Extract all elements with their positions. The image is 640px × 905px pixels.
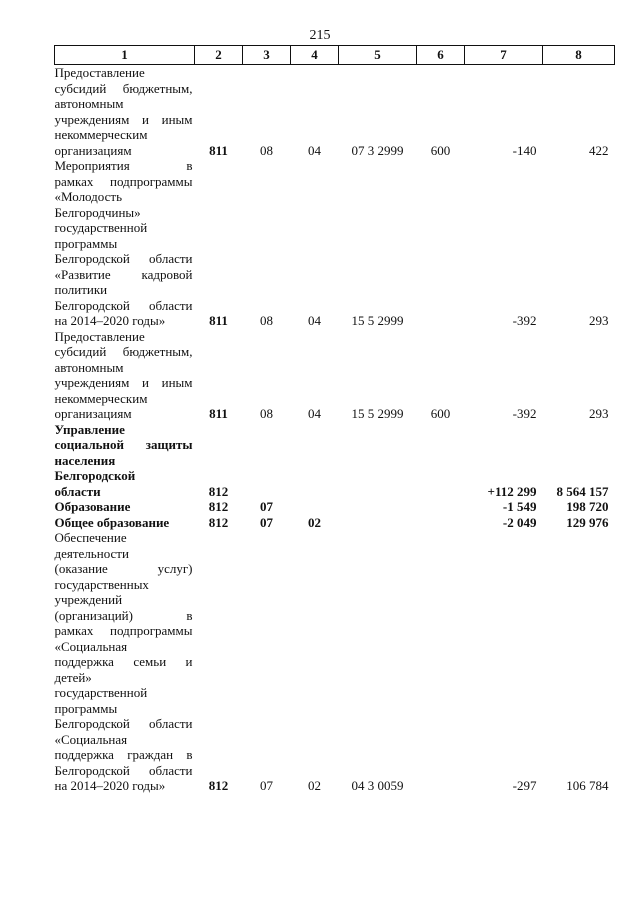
description-line: Общее образование xyxy=(54,514,170,530)
description-line: Образование xyxy=(54,499,131,514)
expense-type-code xyxy=(417,499,465,515)
description-line: Белгородчины» xyxy=(54,204,141,220)
total-amount: 422 xyxy=(589,142,609,158)
row-description xyxy=(55,422,195,500)
description-line: автономным xyxy=(54,359,124,375)
change-amount: -392 xyxy=(512,313,537,328)
change-amount: -2 049 xyxy=(502,514,537,530)
description-line: Белгородской xyxy=(54,468,136,483)
description-line: «Развитие кадровой xyxy=(54,266,193,282)
table-row xyxy=(55,158,615,329)
grbs-code: 812 xyxy=(208,483,229,499)
section-code: 08 xyxy=(260,313,273,328)
description-line: политики xyxy=(54,282,108,297)
description-line: Белгородской области xyxy=(54,251,193,266)
description-line: государственной xyxy=(54,685,148,700)
expense-type-code: 600 xyxy=(430,406,451,421)
description-line: Обеспечение xyxy=(54,530,127,545)
grbs-code: 812 xyxy=(208,514,229,530)
table-body xyxy=(55,65,615,794)
subsection-code: 04 xyxy=(308,313,321,328)
section-code xyxy=(243,422,291,500)
description-line: некоммерческим xyxy=(54,127,148,142)
row-description xyxy=(55,530,195,794)
target-article-code xyxy=(339,422,417,500)
total-amount: 198 720 xyxy=(566,499,609,514)
change-amount: -392 xyxy=(512,406,537,421)
section-code: 07 xyxy=(260,778,273,793)
table-row xyxy=(55,515,615,531)
grbs-code: 811 xyxy=(209,142,228,158)
target-article-code: 15 5 2999 xyxy=(351,313,404,328)
description-line: государственных xyxy=(54,576,149,592)
description-line: деятельности xyxy=(54,545,129,561)
description-line: на 2014–2020 годы» xyxy=(54,313,166,328)
change-amount: -1 549 xyxy=(502,499,537,514)
description-line: автономным xyxy=(54,96,124,111)
subsection-code: 04 xyxy=(308,142,321,158)
description-line: Предоставление xyxy=(54,65,145,80)
description-line: «Социальная xyxy=(54,638,128,654)
description-line: поддержка семьи и xyxy=(54,654,193,669)
description-line: субсидий бюджетным, xyxy=(54,344,193,359)
description-line: учреждениям и иным xyxy=(54,375,193,390)
description-line: поддержка граждан в xyxy=(54,747,193,762)
description-line: организациям xyxy=(54,406,132,421)
column-header: 2 xyxy=(195,46,243,65)
description-line: детей» xyxy=(54,669,92,685)
expense-type-code xyxy=(417,422,465,500)
subsection-code: 02 xyxy=(308,514,321,530)
row-description xyxy=(55,158,195,329)
change-amount: +112 299 xyxy=(487,483,537,499)
description-line: программы xyxy=(54,235,118,251)
description-line: Мероприятия в xyxy=(54,158,193,173)
grbs-code: 812 xyxy=(208,499,229,514)
grbs-code: 812 xyxy=(208,778,229,793)
description-line: Предоставление xyxy=(54,328,145,344)
row-description xyxy=(55,515,195,531)
description-line: (оказание услуг) xyxy=(54,561,193,576)
description-line: рамках подпрограммы xyxy=(54,623,193,638)
column-header: 1 xyxy=(55,46,195,65)
subsection-code xyxy=(291,422,339,500)
target-article-code: 15 5 2999 xyxy=(351,406,404,421)
section-code: 07 xyxy=(260,499,273,514)
change-amount: -140 xyxy=(512,142,537,158)
table-header-row xyxy=(55,46,615,65)
section-code: 08 xyxy=(260,406,273,421)
grbs-code: 811 xyxy=(209,313,228,328)
description-line: некоммерческим xyxy=(54,390,148,406)
table-row xyxy=(55,422,615,500)
column-header: 5 xyxy=(339,46,417,65)
section-code: 07 xyxy=(260,514,273,530)
expense-type-code: 600 xyxy=(430,142,451,158)
description-line: Белгородской области xyxy=(54,762,193,778)
change-amount: -297 xyxy=(512,778,537,793)
target-article-code: 04 3 0059 xyxy=(351,778,404,793)
page-number: 215 xyxy=(309,28,331,43)
table-row xyxy=(55,530,615,794)
total-amount: 8 564 157 xyxy=(556,483,609,499)
description-line: государственной xyxy=(54,220,148,235)
expense-type-code xyxy=(417,158,465,329)
column-header: 4 xyxy=(291,46,339,65)
column-header: 7 xyxy=(465,46,543,65)
subsection-code: 04 xyxy=(308,406,321,421)
total-amount: 129 976 xyxy=(566,514,609,530)
description-line: социальной защиты xyxy=(54,437,193,452)
target-article-code: 07 3 2999 xyxy=(351,142,404,158)
expense-type-code xyxy=(417,515,465,531)
expense-type-code xyxy=(417,530,465,794)
description-line: «Социальная xyxy=(54,731,128,747)
description-line: (организаций) в xyxy=(54,607,193,623)
description-line: учреждений xyxy=(54,592,123,607)
description-line: на 2014–2020 годы» xyxy=(54,778,166,793)
description-line: Белгородской области xyxy=(54,297,193,313)
total-amount: 293 xyxy=(589,313,609,328)
description-line: программы xyxy=(54,700,118,716)
description-line: Управление xyxy=(54,421,125,437)
total-amount: 106 784 xyxy=(566,778,609,793)
description-line: учреждениям и иным xyxy=(54,111,193,127)
column-header: 8 xyxy=(543,46,615,65)
description-line: организациям xyxy=(54,142,132,158)
row-description xyxy=(55,65,195,159)
description-line: области xyxy=(54,483,101,499)
target-article-code xyxy=(339,499,417,515)
target-article-code xyxy=(339,515,417,531)
table-row xyxy=(55,65,615,159)
subsection-code: 02 xyxy=(308,778,321,793)
description-line: населения xyxy=(54,452,116,468)
description-line: Белгородской области xyxy=(54,716,193,731)
description-line: «Молодость xyxy=(54,189,122,204)
total-amount: 293 xyxy=(589,406,609,421)
column-header: 6 xyxy=(417,46,465,65)
column-header: 3 xyxy=(243,46,291,65)
description-line: рамках подпрограммы xyxy=(54,173,193,189)
row-description xyxy=(55,329,195,422)
row-description xyxy=(55,499,195,515)
table-row xyxy=(55,499,615,515)
budget-table xyxy=(54,45,615,794)
section-code: 08 xyxy=(260,142,273,158)
subsection-code xyxy=(291,499,339,515)
grbs-code: 811 xyxy=(209,406,228,421)
table-row xyxy=(55,329,615,422)
description-line: субсидий бюджетным, xyxy=(54,80,193,96)
